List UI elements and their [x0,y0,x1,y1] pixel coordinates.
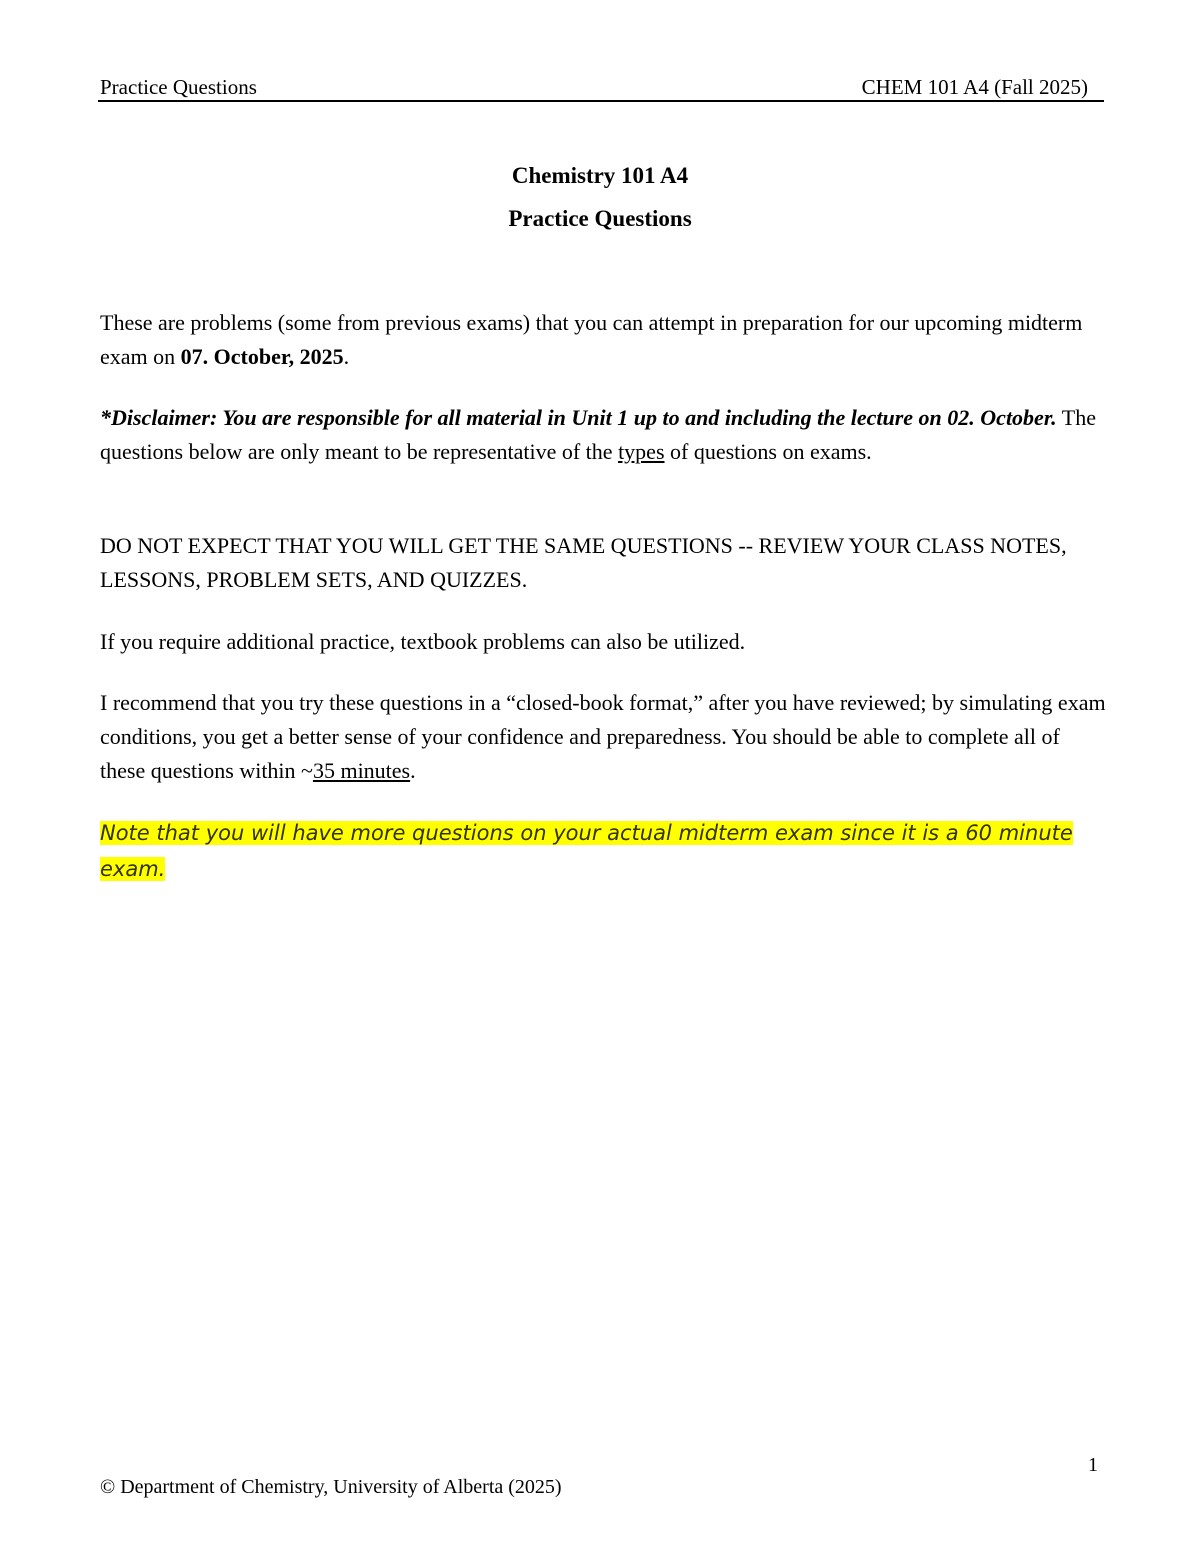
document-title: Chemistry 101 A4 [511,163,689,188]
page-number: 1 [1088,1454,1098,1476]
highlighted-note: Note that you will have more questions on your actual midterm exam since it is a 60 minute exam. [100,821,1073,881]
intro-text-end: . [343,344,350,369]
intro-text: These are problems (some from previous exams) that you can attempt in preparation for our upcoming midterm exam on [100,310,1083,369]
recommendation-text: I recommend that you try these questions in a “closed-book format,” after you have reviewed; by simulating exam conditions, you get a better sense of your confidence and preparedness. You should be able to complete all of these questions within ~ [100,690,1106,783]
additional-practice-paragraph: If you require additional practice, textbook problems can also be utilized. [100,629,746,654]
disclaimer-text: The questions below are only meant to be representative of the [100,405,1096,464]
copyright-footer: © Department of Chemistry, University of Alberta (2025) [100,1476,562,1498]
disclaimer-bold: *Disclaimer: You are responsible for all material in Unit 1 up to and including the lecture on 02. October. [100,405,1057,430]
header-right-text: CHEM 101 A4 (Fall 2025) [861,75,1088,99]
document-subtitle: Practice Questions [508,206,692,231]
recommendation-paragraph [100,686,1110,788]
note-paragraph [100,815,1110,887]
page-header [98,74,1104,102]
disclaimer-paragraph [100,401,1110,469]
disclaimer-underlined: types [618,439,665,464]
recommendation-text-end: . [410,758,416,783]
warning-paragraph: DO NOT EXPECT THAT YOU WILL GET THE SAME QUESTIONS -- REVIEW YOUR CLASS NOTES, LESSONS, PROBLEM SETS, AND QUIZZES. [100,533,1067,592]
exam-date: 07. October, 2025 [180,344,344,369]
intro-paragraph [100,306,1110,374]
header-left-text: Practice Questions [100,75,257,99]
time-limit: 35 minutes [312,758,411,783]
disclaimer-text-end: of questions on exams. [664,439,872,464]
